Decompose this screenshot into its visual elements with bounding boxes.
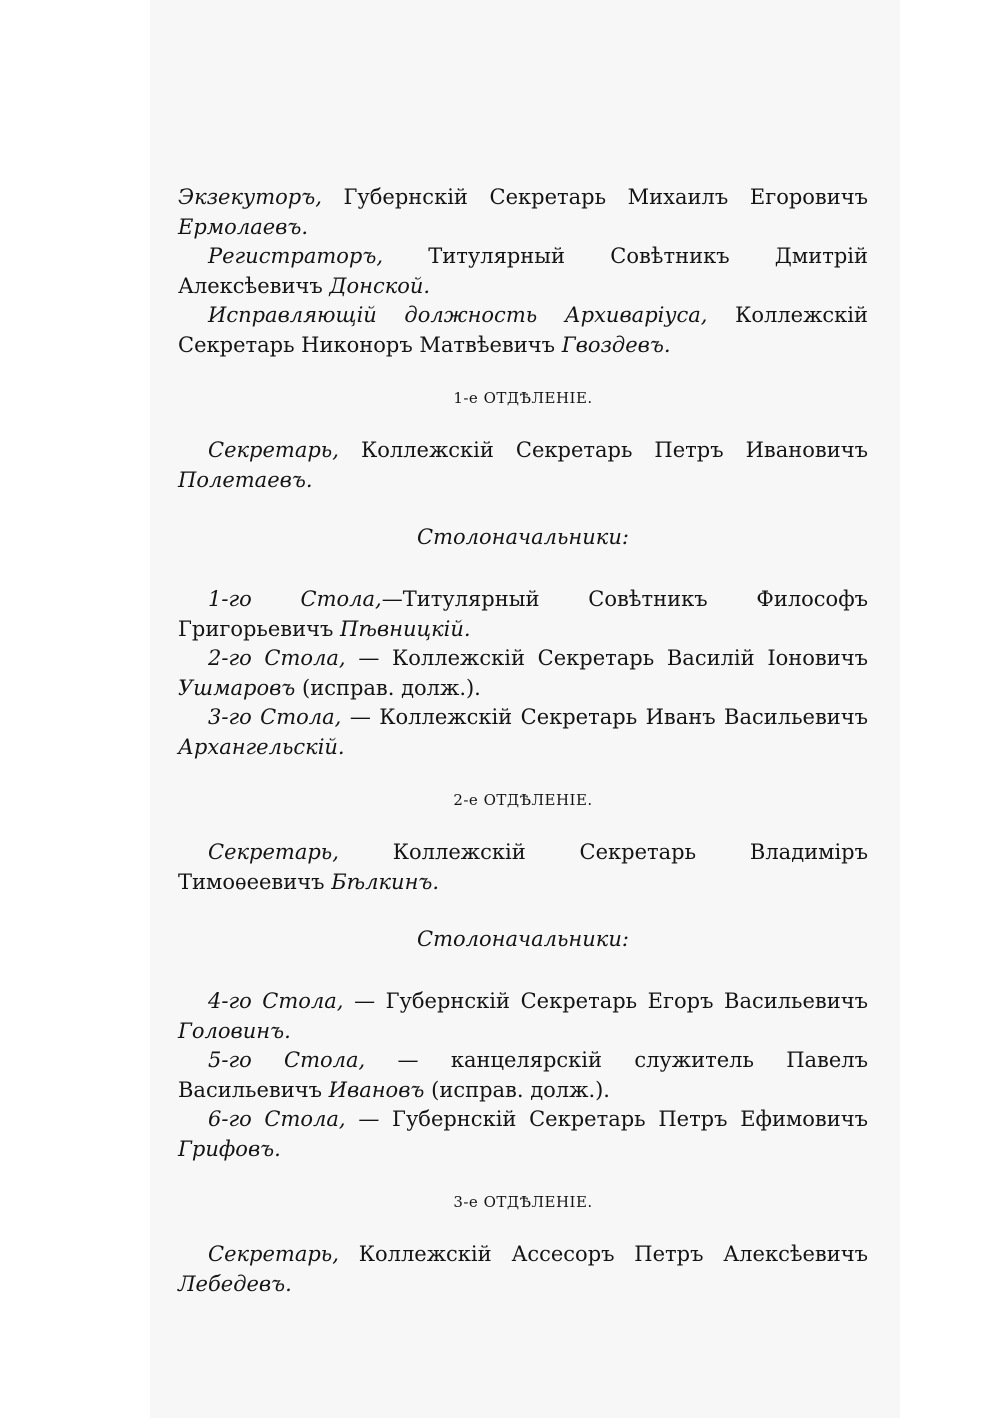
dept2-subhead: Столоначальники: [417,927,629,951]
dept1-secretary: Секретарь, Коллежскій Секретарь Петръ Ивановичъ Полетаевъ. [178,438,868,492]
dept3-heading: 3-е ОТДѢЛЕНІЕ. [453,1193,593,1211]
dept2-table-4: 4-го Стола, — Губернскій Секретарь Егоръ Васильевичъ Головинъ. [178,989,868,1043]
entry-archivist: Исправляющій должность Архиваріуса, Коллежскій Секретарь Никоноръ Матвѣевичъ Гвоздевъ. [178,303,868,357]
dept3-secretary: Секретарь, Коллежскій Ассесоръ Петръ Алексѣевичъ Лебедевъ. [178,1242,868,1296]
dept1-table-3: 3-го Стола, — Коллежскій Секретарь Иванъ Васильевичъ Архангельскій. [178,705,869,759]
dept2-secretary: Секретарь, Коллежскій Секретарь Владиміръ Тимоѳеевичъ Бѣлкинъ. [178,840,868,894]
dept1-table-2: 2-го Стола, — Коллежскій Секретарь Василій Іоновичъ Ушмаровъ (исправ. долж.). [178,646,868,700]
dept2-heading: 2-е ОТДѢЛЕНІЕ. [453,791,593,809]
dept1-subhead: Столоначальники: [417,525,629,549]
document-text [178,183,868,1299]
dept1-heading: 1-е ОТДѢЛЕНІЕ. [453,389,593,407]
dept1-table-1: 1-го Стола,—Титулярный Совѣтникъ Философъ Григорьевичъ Пѣвницкій. [178,587,868,641]
dept2-table-6: 6-го Стола, — Губернскій Секретарь Петръ Ефимовичъ Грифовъ. [178,1107,868,1161]
entry-executor: Экзекуторъ, Губернскій Секретарь Михаилъ Егоровичъ Ермолаевъ. [178,185,868,239]
dept2-table-5: 5-го Стола, — канцелярскій служитель Павелъ Васильевичъ Ивановъ (исправ. долж.). [178,1048,868,1102]
entry-registrar: Регистраторъ, Титулярный Совѣтникъ Дмитрій Алексѣевичъ Донской. [178,244,868,298]
